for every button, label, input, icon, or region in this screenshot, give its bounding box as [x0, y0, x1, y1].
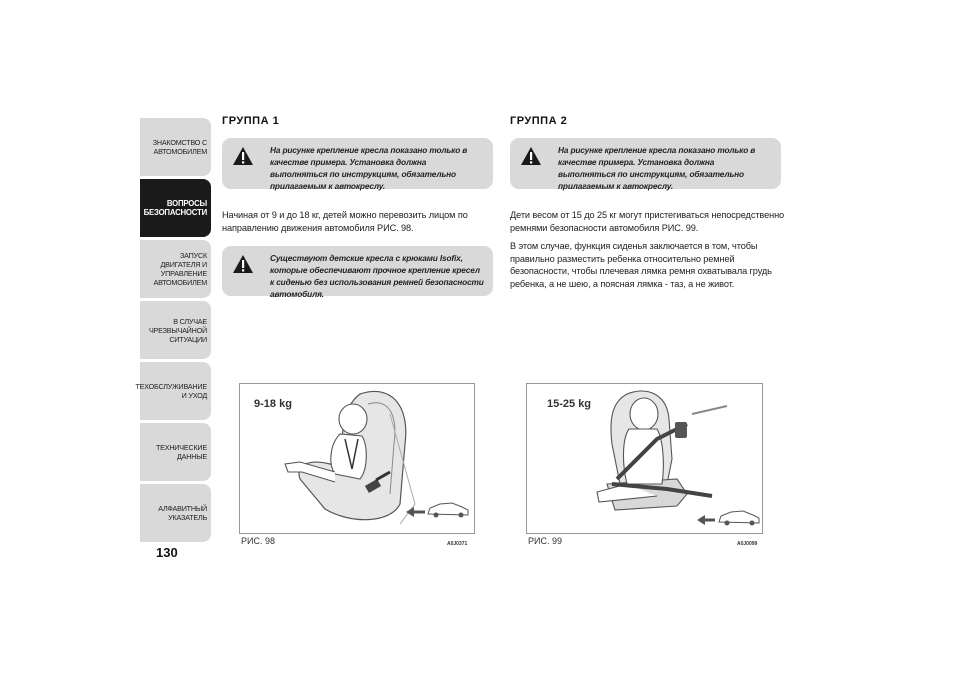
figure-code: A0J0099 — [737, 541, 758, 547]
warning-box-isofix — [222, 246, 493, 299]
figure-caption: РИС. 99 — [528, 536, 562, 546]
figure-code: A0J0371 — [447, 541, 468, 547]
paragraph: Дети весом от 15 до 25 кг могут пристегиваться непосредственно ремнями безопасности автомобиля РИС. 99. — [510, 210, 785, 233]
warning-icon — [520, 146, 542, 166]
child-seat-group1-illustration — [240, 384, 474, 533]
warning-text: На рисунке крепление кресла показано только в качестве примера. Установка должна выполняться по инструкциям, обязательно прилагаемым к автокреслу. — [270, 145, 468, 191]
paragraph: Начиная от 9 и до 18 кг, детей можно перевозить лицом по направлению движения автомобиля РИС. 98. — [222, 210, 468, 233]
tab-starting-driving[interactable]: ЗАПУСК ДВИГАТЕЛЯ И УПРАВЛЕНИЕ АВТОМОБИЛЕМ — [140, 240, 211, 298]
warning-box-2 — [510, 138, 781, 189]
figure-caption: РИС. 98 — [241, 536, 275, 546]
paragraph-group-1 — [222, 209, 492, 240]
tab-technical-data[interactable]: ТЕХНИЧЕСКИЕ ДАННЫЕ — [140, 423, 211, 481]
booster-seat-group2-illustration — [527, 384, 762, 533]
warning-text: На рисунке крепление кресла показано только в качестве примера. Установка должна выполняться по инструкциям, обязательно прилагаемым к автокреслу. — [558, 145, 756, 191]
figure-weight-label: 15-25 kg — [547, 398, 592, 410]
page-number: 130 — [156, 545, 178, 560]
paragraph-group-2 — [510, 209, 785, 297]
figure-99 — [526, 383, 763, 534]
heading-group-1: ГРУППА 1 — [222, 115, 280, 127]
warning-text: Существуют детские кресла с крюками Isofix, которые обеспечивают прочное крепление кресел к сиденью без использования ремней безопасности автомобиля. — [270, 253, 484, 299]
figure-98 — [239, 383, 475, 534]
tab-index[interactable]: АЛФАВИТНЫЙ УКАЗАТЕЛЬ — [140, 484, 211, 542]
tab-safety[interactable]: ВОПРОСЫ БЕЗОПАСНОСТИ — [140, 179, 211, 237]
tab-getting-to-know[interactable]: ЗНАКОМСТВО С АВТОМОБИЛЕМ — [140, 118, 211, 176]
tab-maintenance[interactable]: ТЕХОБСЛУЖИВАНИЕ И УХОД — [140, 362, 211, 420]
warning-icon — [232, 146, 254, 166]
heading-group-2: ГРУППА 2 — [510, 115, 568, 127]
tab-emergency[interactable]: В СЛУЧАЕ ЧРЕЗВЫЧАЙНОЙ СИТУАЦИИ — [140, 301, 211, 359]
figure-weight-label: 9-18 kg — [254, 398, 292, 410]
warning-icon — [232, 254, 254, 274]
warning-box-1 — [222, 138, 493, 189]
paragraph: В этом случае, функция сиденья заключается в том, чтобы правильно разместить ребенка относительно ремней безопасности, чтобы плечевая лямка ремня охватывала грудь ребенка, а не шею, а поясная лямка - таз, а не живот. — [510, 241, 772, 289]
